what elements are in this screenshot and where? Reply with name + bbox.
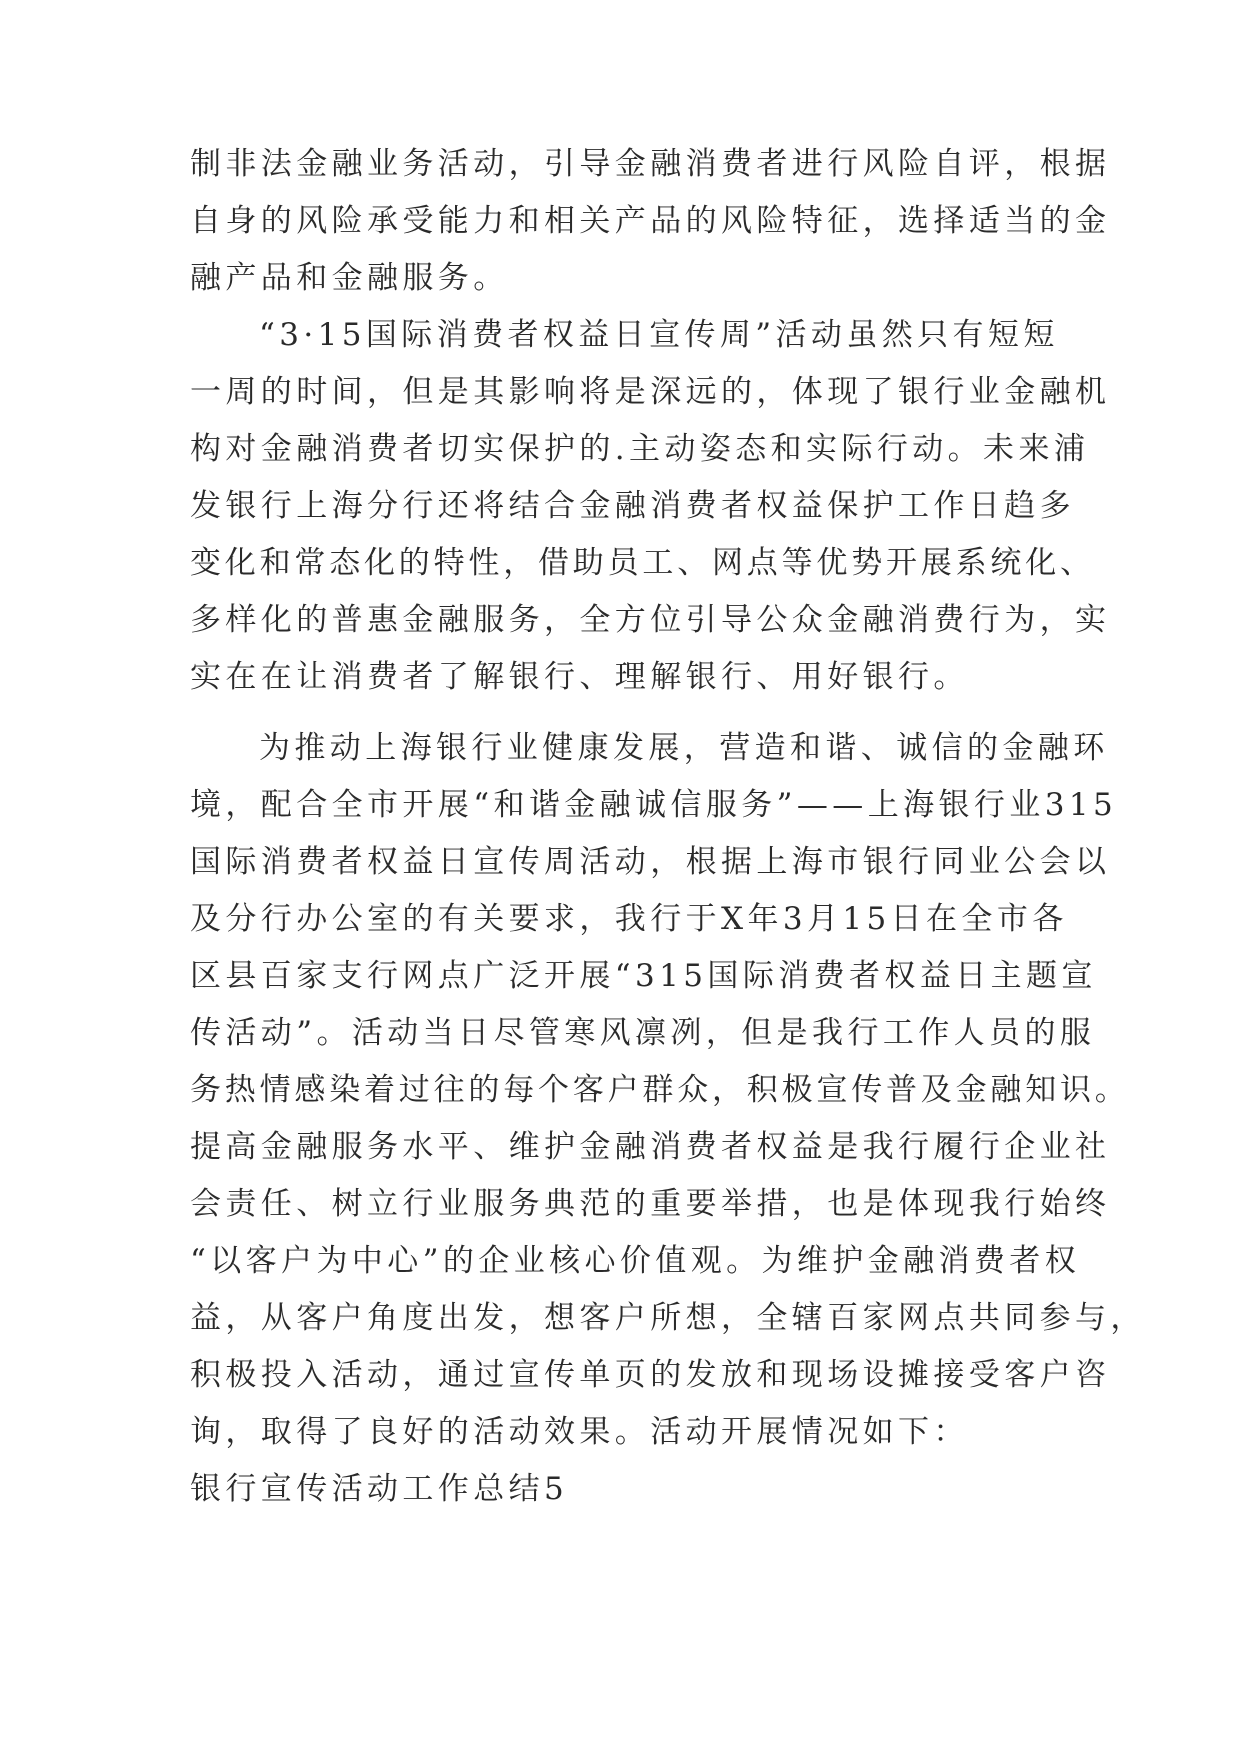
text-line: 制非法金融业务活动，引导金融消费者进行风险自评，根据 <box>190 146 1111 182</box>
text-line: 发银行上海分行还将结合金融消费者权益保护工作日趋多 <box>190 488 1075 524</box>
text-line: 境，配合全市开展“和谐金融诚信服务”——上海银行业315 <box>190 787 1118 823</box>
text-line: “3·15国际消费者权益日宣传周”活动虽然只有短短 <box>259 317 1059 353</box>
text-line: 融产品和金融服务。 <box>190 260 509 296</box>
text-line: 及分行办公室的有关要求，我行于X年3月15日在全市各 <box>190 901 1068 937</box>
text-line: 提高金融服务水平、维护金融消费者权益是我行履行企业社 <box>190 1129 1111 1165</box>
text-line: 多样化的普惠金融服务，全方位引导公众金融消费行为，实 <box>190 602 1111 638</box>
text-line: 区县百家支行网点广泛开展“315国际消费者权益日主题宣 <box>190 958 1097 994</box>
text-line: 积极投入活动，通过宣传单页的发放和现场设摊接受客户咨 <box>190 1357 1111 1393</box>
text-line: 为推动上海银行业健康发展，营造和谐、诚信的金融环 <box>259 730 1109 766</box>
text-line: 构对金融消费者切实保护的.主动姿态和实际行动。未来浦 <box>190 431 1090 467</box>
text-line: 传活动”。活动当日尽管寒风凛冽，但是我行工作人员的服 <box>190 1015 1096 1051</box>
text-line: 益，从客户角度出发，想客户所想，全辖百家网点共同参与， <box>190 1300 1146 1336</box>
text-line: 国际消费者权益日宣传周活动，根据上海市银行同业公会以 <box>190 844 1111 880</box>
text-line: 务热情感染着过往的每个客户群众，积极宣传普及金融知识。 <box>190 1072 1130 1108</box>
text-line: 询，取得了良好的活动效果。活动开展情况如下： <box>190 1414 969 1450</box>
text-line: 变化和常态化的特性，借助员工、网点等优势开展系统化、 <box>190 545 1095 581</box>
text-line: “以客户为中心”的企业核心价值观。为维护金融消费者权 <box>190 1243 1081 1279</box>
text-line: 会责任、树立行业服务典范的重要举措，也是体现我行始终 <box>190 1186 1111 1222</box>
text-line: 自身的风险承受能力和相关产品的风险特征，选择适当的金 <box>190 203 1111 239</box>
text-line: 一周的时间，但是其影响将是深远的，体现了银行业金融机 <box>190 374 1111 410</box>
text-line: 实在在让消费者了解银行、理解银行、用好银行。 <box>190 659 969 695</box>
section-heading: 银行宣传活动工作总结5 <box>190 1471 569 1507</box>
